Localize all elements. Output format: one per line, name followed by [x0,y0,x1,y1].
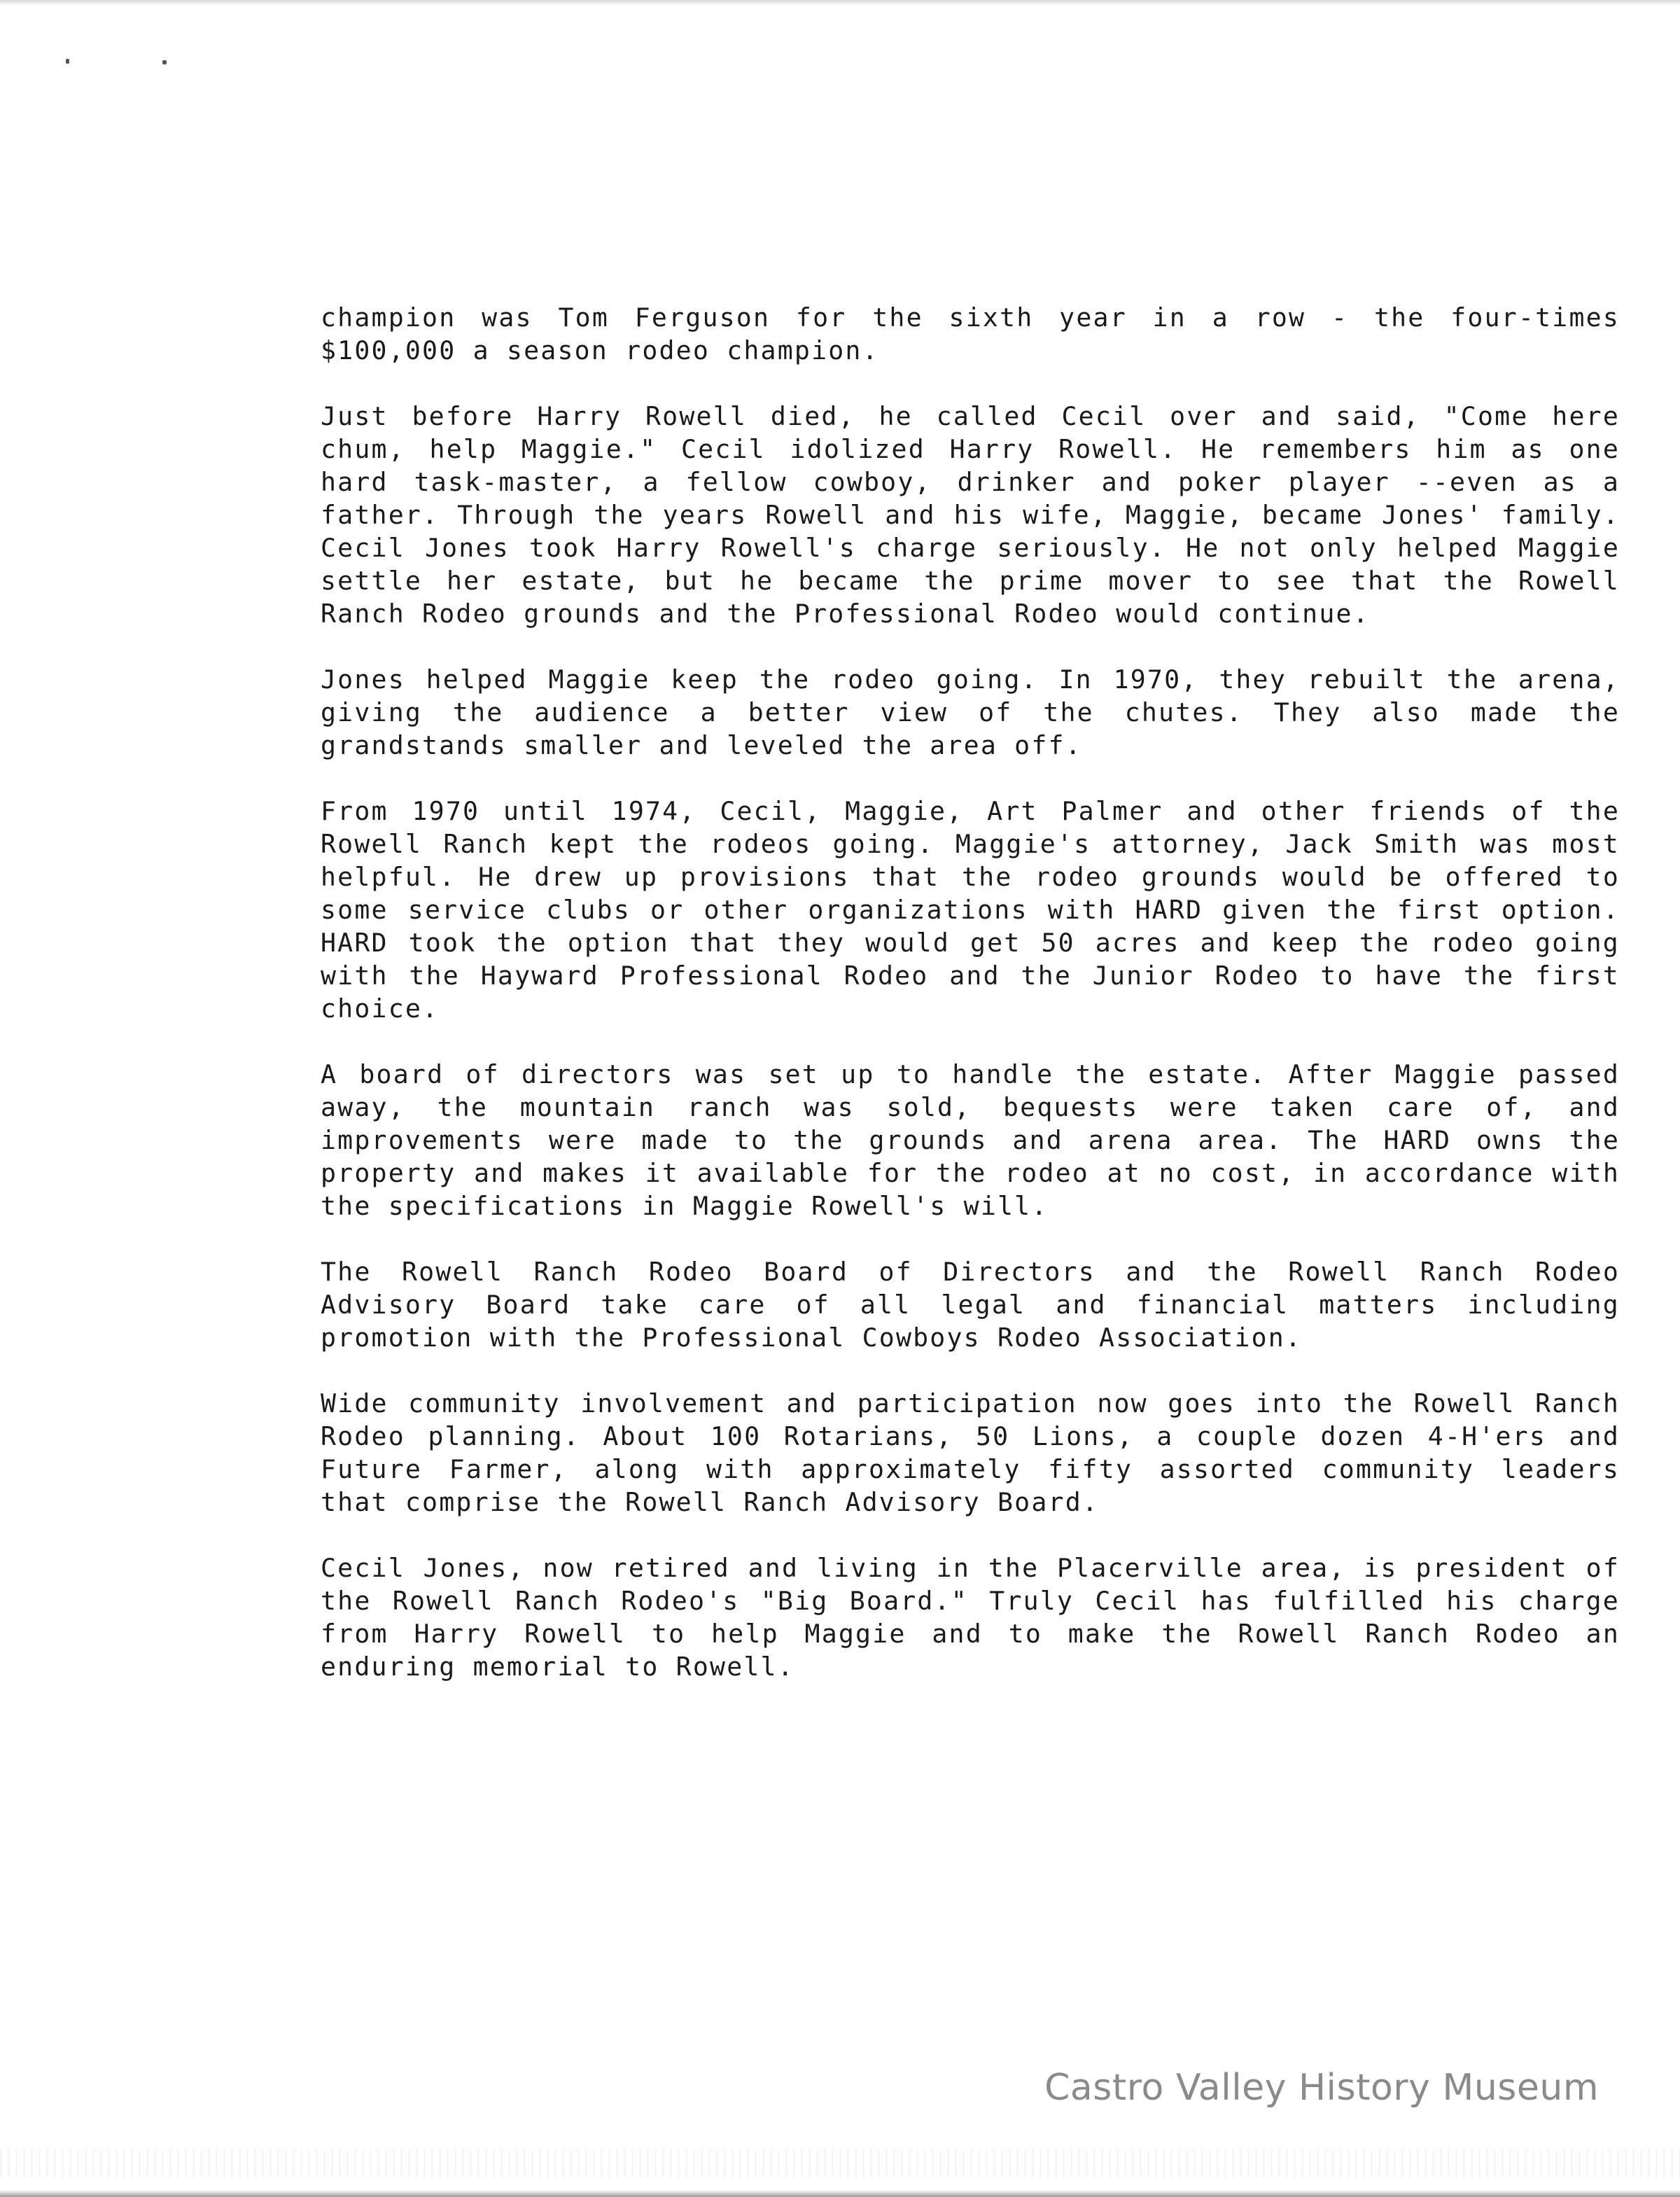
paragraph-5: A board of directors was set up to handle the estate. After Maggie passed away, the mountain ranch was sold, bequests were taken care of, and improvements were made to the grounds and arena area. The HARD owns the property and makes it available for the rodeo at no cost, in accordance with the specifications in Maggie Rowell's will. [321,1059,1620,1221]
paragraph-8: Cecil Jones, now retired and living in the Placerville area, is president of the Rowell Ranch Rodeo's "Big Board." Truly Cecil has fulfilled his charge from Harry Rowell to help Maggie and to make the Rowell Ranch Rodeo an enduring memorial to Rowell. [321,1553,1620,1682]
scan-bottom-noise [0,2149,1680,2177]
museum-watermark: Castro Valley History Museum [1044,2067,1599,2109]
paragraph-6: The Rowell Ranch Rodeo Board of Directors and the Rowell Ranch Rodeo Advisory Board take care of all legal and financial matters including promotion with the Professional Cowboys Rodeo Association. [321,1257,1620,1353]
paragraph-2: Just before Harry Rowell died, he called Cecil over and said, "Come here chum, help Maggie." Cecil idolized Harry Rowell. He remembers him as one hard task-master, a fellow cowboy, drinker and poker player --even as a father. Through the years Rowell and his wife, Maggie, became Jones' family. Cecil Jones took Harry Rowell's charge seriously. He not only helped Maggie settle her estate, but he became the prime mover to see that the Rowell Ranch Rodeo grounds and the Professional Rodeo would continue. [321,401,1620,629]
scan-speck [162,60,167,64]
paragraph-3: Jones helped Maggie keep the rodeo going. In 1970, they rebuilt the arena, giving the audience a better view of the chutes. They also made the grandstands smaller and leveled the area off. [321,664,1620,760]
scan-speck [66,59,69,64]
scan-top-edge [0,0,1680,6]
paragraph-1: champion was Tom Ferguson for the sixth year in a row - the four-times $100,000 a season rodeo champion. [321,302,1620,365]
document-body [321,301,1620,1716]
paragraph-7: Wide community involvement and participation now goes into the Rowell Ranch Rodeo planning. About 100 Rotarians, 50 Lions, a couple dozen 4-H'ers and Future Farmer, along with approximately fifty assorted community leaders that comprise the Rowell Ranch Advisory Board. [321,1388,1620,1517]
paragraph-4: From 1970 until 1974, Cecil, Maggie, Art Palmer and other friends of the Rowell Ranch kept the rodeos going. Maggie's attorney, Jack Smith was most helpful. He drew up provisions that the rodeo grounds would be offered to some service clubs or other organizations with HARD given the first option. HARD took the option that they would get 50 acres and keep the rodeo going with the Hayward Professional Rodeo and the Junior Rodeo to have the first choice. [321,796,1620,1024]
scan-bottom-edge [0,2190,1680,2197]
